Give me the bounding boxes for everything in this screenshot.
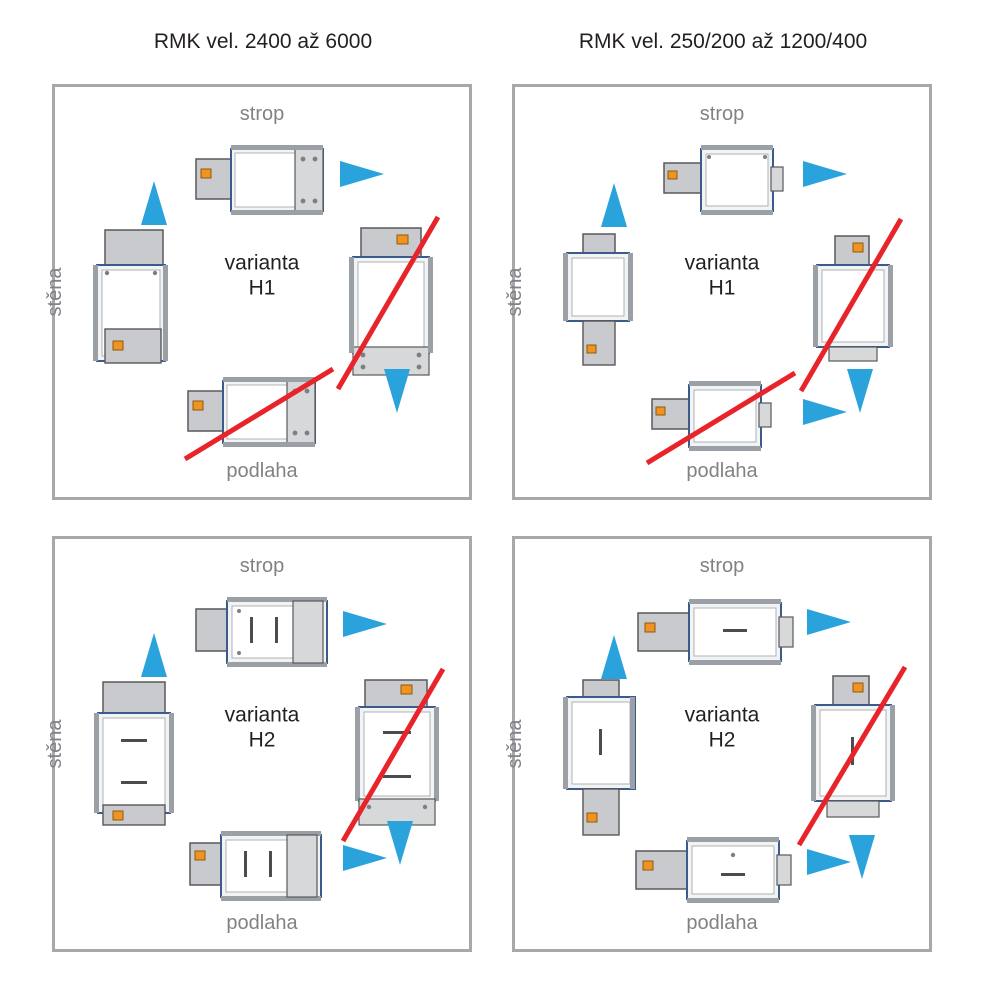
edge-label-floor: podlaha [226, 460, 298, 482]
column-title-right: RMK vel. 250/200 až 1200/400 [578, 30, 868, 53]
airflow-arrow-bottom [803, 395, 847, 429]
unit-left [561, 233, 637, 369]
airflow-arrow-left [137, 633, 171, 677]
unit-top [195, 595, 331, 675]
airflow-arrow-bottom [343, 841, 387, 875]
variant-label-line2: H1 [708, 276, 736, 300]
forbidden-strike-right [325, 661, 465, 851]
forbidden-strike-bottom [637, 363, 805, 473]
edge-label-wall: stěna [43, 267, 66, 317]
edge-label-wall: stěna [503, 267, 526, 317]
airflow-arrow-top [803, 157, 847, 191]
airflow-arrow-left [597, 183, 631, 227]
edge-label-floor: podlaha [686, 912, 758, 934]
edge-label-ceiling: strop [699, 555, 745, 577]
panel-h1-small [503, 84, 932, 500]
unit-left [561, 679, 643, 839]
edge-label-ceiling: strop [239, 555, 285, 577]
edge-label-wall: stěna [503, 719, 526, 769]
variant-label-line2: H2 [248, 728, 276, 752]
airflow-arrow-top [807, 605, 851, 639]
forbidden-strike-bottom [175, 359, 343, 469]
edge-label-wall: stěna [43, 719, 66, 769]
panel-h2-small [503, 536, 932, 952]
unit-bottom [189, 829, 325, 909]
unit-top [195, 145, 327, 223]
unit-top [663, 145, 787, 221]
panel-h2-large [43, 536, 472, 952]
column-title-left: RMK vel. 2400 až 6000 [153, 30, 373, 53]
edge-label-floor: podlaha [686, 460, 758, 482]
unit-bottom [635, 835, 795, 911]
variant-label-line1: varianta [224, 702, 300, 726]
airflow-arrow-top [343, 607, 387, 641]
variant-label-line1: varianta [684, 702, 760, 726]
unit-top [637, 597, 797, 673]
edge-label-ceiling: strop [239, 103, 285, 125]
airflow-arrow-left [597, 635, 631, 679]
variant-label-line2: H2 [708, 728, 736, 752]
airflow-arrow-left [137, 181, 171, 225]
airflow-arrow-bottom [807, 845, 851, 879]
variant-label-line1: varianta [684, 250, 760, 274]
variant-label-line1: varianta [224, 250, 300, 274]
edge-label-floor: podlaha [226, 912, 298, 934]
variant-label-line2: H1 [248, 276, 276, 300]
unit-left [93, 681, 175, 827]
airflow-arrow-top [340, 157, 384, 191]
edge-label-ceiling: strop [699, 103, 745, 125]
forbidden-strike-right [781, 659, 929, 855]
unit-left [93, 229, 173, 369]
panel-h1-large [43, 84, 472, 500]
